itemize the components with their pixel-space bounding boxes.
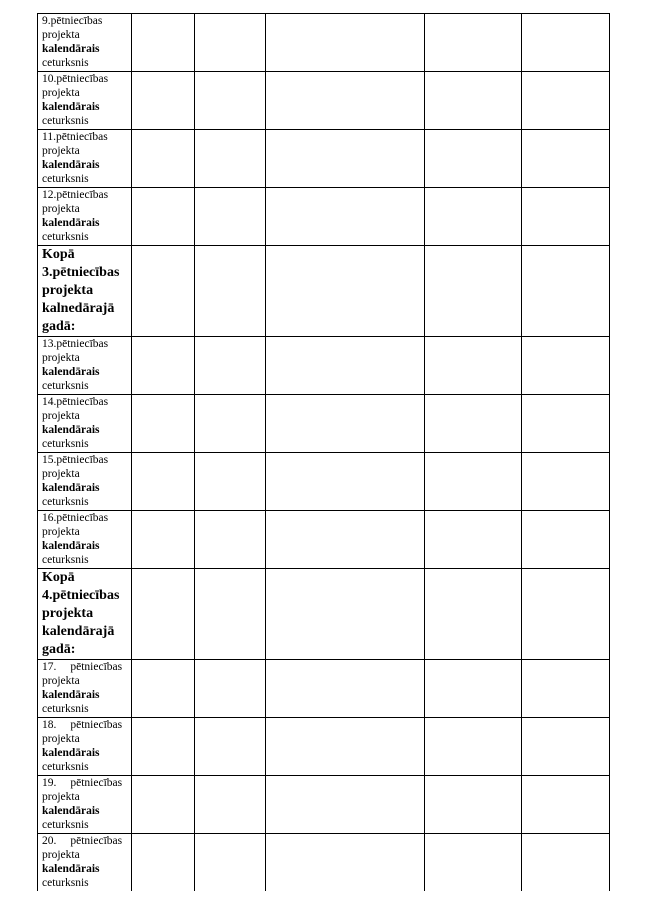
table-row-quarter-13 (38, 337, 610, 395)
table-cell[interactable] (425, 660, 522, 718)
table-cell[interactable] (132, 453, 195, 511)
total-label: Kopā 4.pētniecības projekta kalendārajā gadā: (38, 569, 132, 660)
table-cell[interactable] (195, 834, 266, 892)
table-row-quarter-12 (38, 188, 610, 246)
table-cell[interactable] (132, 14, 195, 72)
table-cell[interactable] (522, 130, 610, 188)
row-label: 12.pētniecības projekta kalendārais ceturksnis (38, 188, 132, 246)
table-row-quarter-16 (38, 511, 610, 569)
table-cell[interactable] (522, 72, 610, 130)
table-row-quarter-9 (38, 14, 610, 72)
table-cell[interactable] (266, 718, 425, 776)
table-cell[interactable] (266, 834, 425, 892)
table-cell[interactable] (132, 834, 195, 892)
table-cell[interactable] (132, 188, 195, 246)
table-cell[interactable] (425, 569, 522, 660)
table-cell[interactable] (425, 246, 522, 337)
table-cell[interactable] (195, 14, 266, 72)
table-cell[interactable] (266, 188, 425, 246)
table-cell[interactable] (425, 776, 522, 834)
table-row-quarter-19 (38, 776, 610, 834)
table-cell[interactable] (425, 511, 522, 569)
table-row-total-year-4 (38, 569, 610, 660)
table-cell[interactable] (425, 337, 522, 395)
table-cell[interactable] (266, 776, 425, 834)
table-cell[interactable] (132, 569, 195, 660)
table-cell[interactable] (266, 14, 425, 72)
table-cell[interactable] (195, 453, 266, 511)
table-cell[interactable] (522, 718, 610, 776)
table-cell[interactable] (425, 188, 522, 246)
table-cell[interactable] (132, 246, 195, 337)
table-cell[interactable] (266, 130, 425, 188)
row-label: 11.pētniecības projekta kalendārais ceturksnis (38, 130, 132, 188)
table-cell[interactable] (522, 569, 610, 660)
table-cell[interactable] (522, 337, 610, 395)
table-cell[interactable] (266, 72, 425, 130)
table-cell[interactable] (522, 834, 610, 892)
row-label: 16.pētniecības projekta kalendārais ceturksnis (38, 511, 132, 569)
table-cell[interactable] (266, 246, 425, 337)
row-label: 9.pētniecības projekta kalendārais ceturksnis (38, 14, 132, 72)
table-cell[interactable] (195, 337, 266, 395)
table-cell[interactable] (522, 14, 610, 72)
table-cell[interactable] (522, 246, 610, 337)
table-cell[interactable] (132, 337, 195, 395)
table-cell[interactable] (522, 453, 610, 511)
table-cell[interactable] (425, 718, 522, 776)
table-cell[interactable] (132, 718, 195, 776)
table-cell[interactable] (425, 130, 522, 188)
row-label: 10.pētniecības projekta kalendārais ceturksnis (38, 72, 132, 130)
table-cell[interactable] (522, 188, 610, 246)
table-cell[interactable] (195, 718, 266, 776)
table-cell[interactable] (522, 660, 610, 718)
row-label: 13.pētniecības projekta kalendārais ceturksnis (38, 337, 132, 395)
table-cell[interactable] (425, 834, 522, 892)
table-cell[interactable] (195, 569, 266, 660)
row-label: 20. pētniecības projekta kalendārais ceturksnis (38, 834, 132, 892)
table-body (38, 14, 610, 892)
table-cell[interactable] (425, 72, 522, 130)
table-cell[interactable] (132, 660, 195, 718)
table-cell[interactable] (132, 395, 195, 453)
table-cell[interactable] (195, 188, 266, 246)
table-cell[interactable] (195, 130, 266, 188)
table-cell[interactable] (195, 511, 266, 569)
table-cell[interactable] (425, 14, 522, 72)
table-cell[interactable] (522, 511, 610, 569)
row-label: 18. pētniecības projekta kalendārais ceturksnis (38, 718, 132, 776)
table-cell[interactable] (195, 395, 266, 453)
row-label: 17. pētniecības projekta kalendārais ceturksnis (38, 660, 132, 718)
table-cell[interactable] (425, 395, 522, 453)
table-row-quarter-20 (38, 834, 610, 892)
table-cell[interactable] (522, 395, 610, 453)
table-cell[interactable] (266, 660, 425, 718)
table-cell[interactable] (266, 453, 425, 511)
table-cell[interactable] (522, 776, 610, 834)
table-cell[interactable] (195, 246, 266, 337)
table-cell[interactable] (132, 130, 195, 188)
table-cell[interactable] (132, 72, 195, 130)
table-cell[interactable] (132, 511, 195, 569)
table-cell[interactable] (195, 776, 266, 834)
table-row-quarter-11 (38, 130, 610, 188)
table-row-quarter-14 (38, 395, 610, 453)
table-cell[interactable] (195, 660, 266, 718)
budget-table (37, 13, 610, 891)
row-label: 14.pētniecības projekta kalendārais ceturksnis (38, 395, 132, 453)
table-row-total-year-3 (38, 246, 610, 337)
table-row-quarter-15 (38, 453, 610, 511)
table-row-quarter-18 (38, 718, 610, 776)
table-cell[interactable] (266, 337, 425, 395)
table-row-quarter-17 (38, 660, 610, 718)
total-label: Kopā 3.pētniecības projekta kalnedārajā gadā: (38, 246, 132, 337)
table-row-quarter-10 (38, 72, 610, 130)
row-label: 19. pētniecības projekta kalendārais ceturksnis (38, 776, 132, 834)
table-cell[interactable] (425, 453, 522, 511)
table-cell[interactable] (132, 776, 195, 834)
table-cell[interactable] (266, 569, 425, 660)
table-cell[interactable] (195, 72, 266, 130)
row-label: 15.pētniecības projekta kalendārais ceturksnis (38, 453, 132, 511)
table-cell[interactable] (266, 395, 425, 453)
table-cell[interactable] (266, 511, 425, 569)
